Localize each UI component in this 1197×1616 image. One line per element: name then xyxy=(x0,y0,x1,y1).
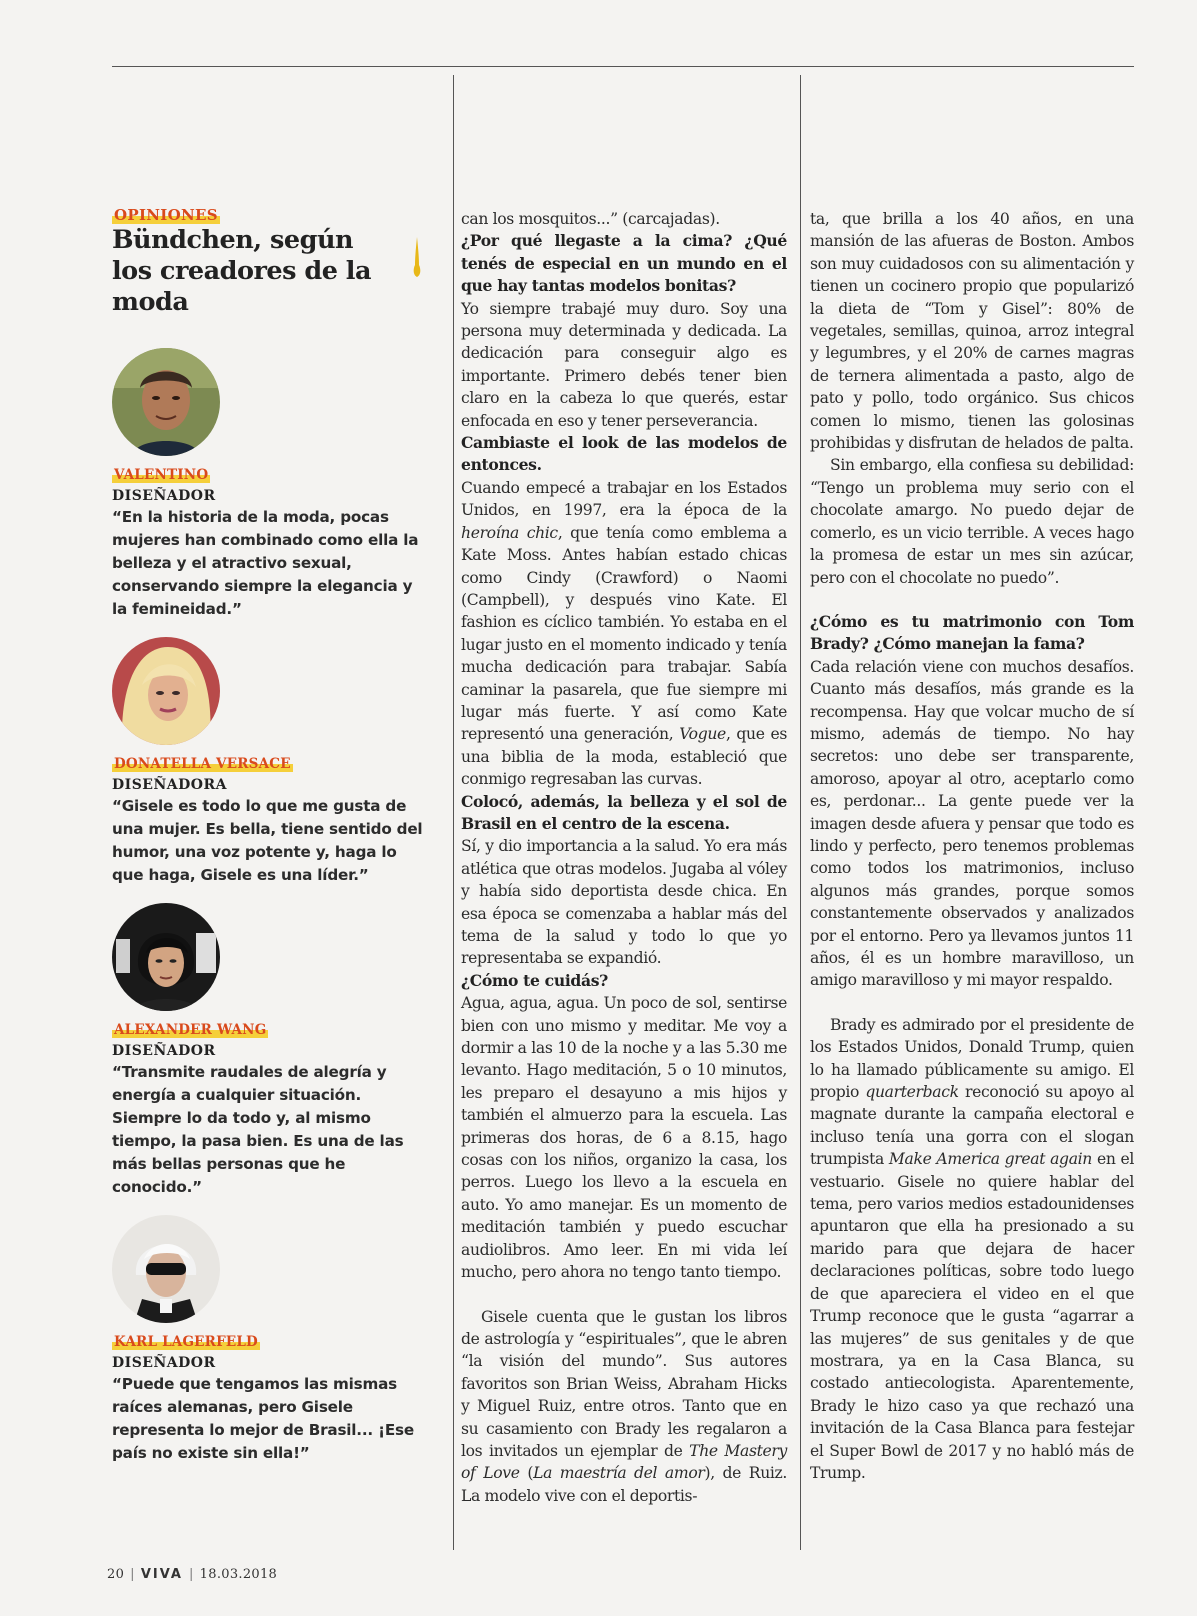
paragraph: Sin embargo, ella confiesa su debilidad: “Tengo un problema muy serio con el chocolate amargo. No puedo dejar de comerlo, es un vicio terrible. A veces hago la promesa de estar un mes sin azúcar, pero con el chocolate no puedo”. xyxy=(810,456,1134,587)
person-valentino xyxy=(112,348,432,621)
sidebar-headline xyxy=(112,225,432,318)
italic-text: Vogue xyxy=(679,725,726,744)
portrait-alexander-image xyxy=(112,903,220,1011)
person-quote: “En la historia de la moda, pocas mujeres han combinado como ella la belleza y el atractivo sexual, conservando siempre la elegancia y la femineidad.” xyxy=(112,508,419,618)
person-role: DISEÑADOR xyxy=(112,488,216,504)
person-role: DISEÑADOR xyxy=(112,1043,216,1059)
person-donatella-versace xyxy=(112,637,432,887)
text-run: Gisele cuenta que le gustan los libros de astrología y “espirituales”, que le abren “la visión del mundo”. Sus autores favoritos son Brian Weiss, Abraham Hicks y Miguel Ruiz, entre otros. Tanto que en su casamiento con Brady les regalaron a los invitados un ejemplar de xyxy=(461,1307,787,1460)
italic-text: heroína chic xyxy=(461,523,558,542)
column-divider-2 xyxy=(800,75,801,1550)
person-name: ALEXANDER WANG xyxy=(114,1022,267,1038)
interview-question: Colocó, además, la belleza y el sol de Brasil en el centro de la escena. xyxy=(461,791,787,833)
top-rule xyxy=(112,66,1134,67)
column-divider-1 xyxy=(453,75,454,1550)
article-column-2 xyxy=(461,208,787,1507)
sidebar xyxy=(112,205,432,1465)
paragraph: can los mosquitos...” (carcajadas). xyxy=(461,210,720,228)
avatar-donatella-versace xyxy=(112,637,220,745)
person-role: DISEÑADOR xyxy=(112,1355,216,1371)
person-quote: “Gisele es todo lo que me gusta de una mujer. Es bella, tiene sentido del humor, una voz potente y, haga lo que haga, Gisele es una líder.” xyxy=(112,797,423,884)
issue-date: 18.03.2018 xyxy=(199,1567,278,1582)
magazine-brand: VIVA xyxy=(140,1567,183,1582)
italic-text: The Mastery of Love xyxy=(461,1441,787,1483)
text-run: en el vestuario. Gisele no quiere hablar del tema, pero varios medios estadounidenses apuntaron que ella ha presionado a su marido para que dejara de hacer declaraciones políticas, sobre todo luego de que apareciera el video en el que Trump reconoce que le gusta “agarrar a las mujeres” de sus genitales y de que mostrara, ya en la Casa Blanca, su costado antiecologista. Aparentemente, Brady le hizo caso ya que rechazó una invitación de la Casa Blanca para festejar el Super Bowl de 2017 y no habló más de Trump. xyxy=(810,1150,1134,1482)
article-column-3 xyxy=(810,208,1134,1484)
text-run: , que es una biblia de la moda, estableció que conmigo regresaban las curvas. xyxy=(461,725,788,789)
interview-question: ¿Por qué llegaste a la cima? ¿Qué tenés de especial en un mundo en el que hay tantas modelos bonitas? xyxy=(461,231,787,296)
portrait-karl-image xyxy=(112,1215,220,1323)
footer-separator: | xyxy=(188,1567,194,1582)
portrait-donatella-image xyxy=(112,637,220,745)
italic-text: quarterback xyxy=(865,1083,959,1102)
person-name: KARL LAGERFELD xyxy=(114,1334,258,1350)
portrait-valentino-image xyxy=(112,348,220,456)
person-role: DISEÑADORA xyxy=(112,777,227,793)
paint-drip-decoration xyxy=(412,237,422,279)
interview-answer: Yo siempre trabajé muy duro. Soy una persona muy determinada y dedicada. La dedicación para conseguir algo es importante. Primero debés tener bien claro en la cabeza lo que querés, estar enfocada en eso y tener perseverancia. xyxy=(461,299,787,430)
interview-question: Cambiaste el look de las modelos de entonces. xyxy=(461,433,787,475)
page-number: 20 xyxy=(107,1567,125,1582)
headline-line-1: Bündchen, según xyxy=(112,225,354,255)
avatar-alexander-wang xyxy=(112,903,220,1011)
person-name: VALENTINO xyxy=(114,467,209,483)
text-run: Brady es admirado por el presidente de los Estados Unidos, Donald Trump, quien lo ha llamado públicamente su amigo. El propio xyxy=(810,1015,1134,1102)
interview-question: ¿Cómo te cuidás? xyxy=(461,970,608,990)
text-run: reconoció su apoyo al magnate durante la campaña electoral e incluso tenía una gorra con el slogan trumpista xyxy=(810,1083,1134,1169)
person-quote: “Puede que tengamos las mismas raíces alemanas, pero Gisele representa lo mejor de Brasil... ¡Ese país no existe sin ella!” xyxy=(112,1375,414,1462)
interview-answer: Sí, y dio importancia a la salud. Yo era más atlética que otras modelos. Jugaba al vóley y había sido deportista desde chica. En esa época se comenzaba a hablar más del tema de la salud y todo lo que yo representaba se expandió. xyxy=(461,837,787,968)
text-run: Cuando empecé a trabajar en los Estados Unidos, en 1997, era la época de la xyxy=(461,478,787,520)
person-alexander-wang xyxy=(112,903,432,1199)
paragraph: ta, que brilla a los 40 años, en una mansión de las afueras de Boston. Ambos son muy cuidadosos con su alimentación y tienen un cocinero propio que popularizó la dieta de “Tom y Gisel”: 80% de vegetales, semillas, quinoa, arroz integral y legumbres, y el 20% de carnes magras de ternera alimentada a pasto, algo de pato y pollo, todo orgánico. Sus chicos comen lo mismo, tienen las golosinas prohibidas y disfrutan de helados de palta. xyxy=(810,210,1134,453)
interview-answer: Cada relación viene con muchos desafíos. Cuanto más desafíos, más grande es la recompensa. Hay que volcar mucho de sí mismo, además de tiempo. No hay secretos: uno debe ser transparente, amoroso, apoyar al otro, aceptarlo como es, perdonar... La gente puede ver la imagen desde afuera y pensar que todo es lindo y perfecto, pero tenemos problemas como todos los matrimonios, incluso algunos más grandes, porque somos constantemente observados y analizados por el entorno. Pero ya llevamos juntos 11 años, él es un hombre maravilloso, un amigo maravilloso y mi mayor respaldo. xyxy=(810,657,1134,990)
text-run: ( xyxy=(519,1464,534,1483)
avatar-karl-lagerfeld xyxy=(112,1215,220,1323)
paragraph xyxy=(810,1014,1134,1485)
person-name: DONATELLA VERSACE xyxy=(114,756,291,772)
sidebar-kicker: OPINIONES xyxy=(114,206,218,224)
page-footer xyxy=(107,1567,277,1582)
person-karl-lagerfeld xyxy=(112,1215,432,1465)
interview-answer: Agua, agua, agua. Un poco de sol, sentirse bien con uno mismo y meditar. Me voy a dormir a las 10 de la noche y a las 5.30 me levanto. Hago meditación, 5 o 10 minutos, les preparo el desayuno a mis hijos y también el almuerzo para la escuela. Las primeras dos horas, de 6 a 8.15, hago cosas con los niños, organizo la casa, los perros. Luego los llevo a la escuela en auto. Yo amo manejar. Es un momento de meditación también y puedo escuchar audiolibros. Amo leer. En mi vida leí mucho, pero ahora no tengo tanto tiempo. xyxy=(461,994,787,1282)
paragraph xyxy=(461,1306,787,1508)
italic-text: Make America great again xyxy=(888,1150,1092,1169)
person-quote: “Transmite raudales de alegría y energía a cualquier situación. Siempre lo da todo y, al mismo tiempo, la pasa bien. Es una de las más bellas personas que he conocido.” xyxy=(112,1063,404,1196)
interview-question: ¿Cómo es tu matrimonio con Tom Brady? ¿Cómo manejan la fama? xyxy=(810,611,1134,654)
interview-answer xyxy=(461,477,787,791)
text-run: , que tenía como emblema a Kate Moss. Antes habían estado chicas como Cindy (Crawford) o Naomi (Campbell), y después vino Kate. El fashion es cíclico también. Yo estaba en el lugar justo en el momento indicado y tenía mucha dedicación para trabajar. Sabía caminar la pasarela, que fue siempre mi lugar más fuerte. Y así como Kate representó una generación, xyxy=(461,523,787,744)
text-run: ), de Ruiz. La modelo vive con el deportis- xyxy=(461,1464,788,1505)
headline-line-2: los creadores de la moda xyxy=(112,256,372,317)
avatar-valentino xyxy=(112,348,220,456)
footer-separator: | xyxy=(130,1567,135,1582)
italic-text: La maestría del amor xyxy=(533,1464,705,1483)
